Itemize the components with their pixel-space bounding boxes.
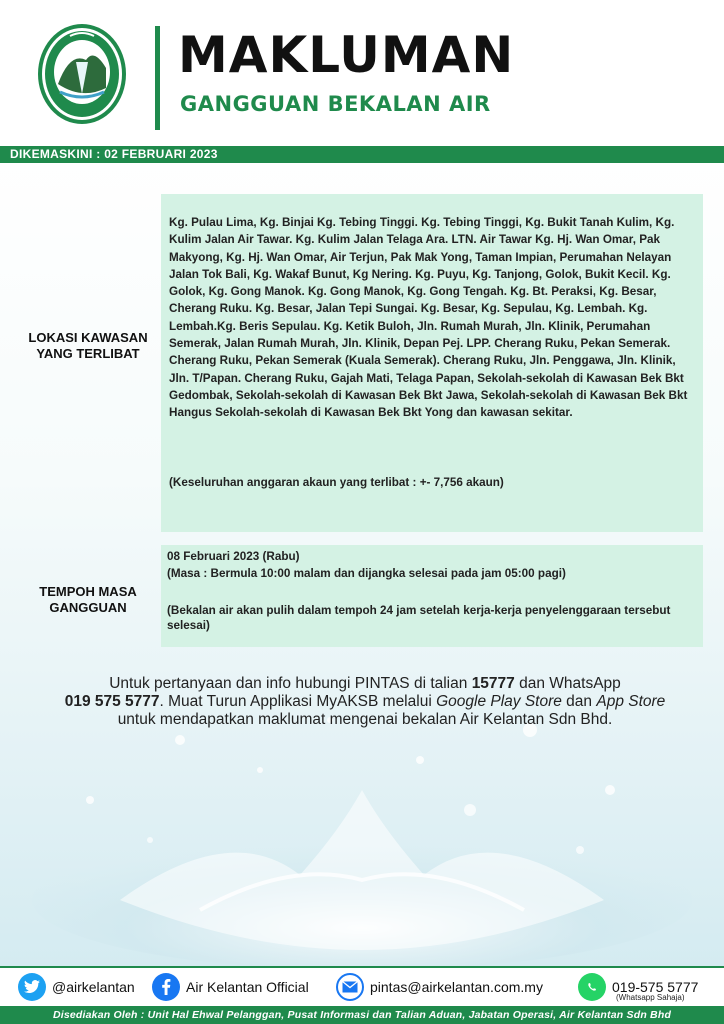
location-panel <box>161 194 703 532</box>
duration-panel <box>161 545 703 647</box>
prepared-by-text: Disediakan Oleh : Unit Hal Ehwal Pelanggan, Pusat Informasi dan Talian Aduan, Jabatan Operasi, Air Kelantan Sdn Bhd <box>52 1009 672 1021</box>
location-label-line1: LOKASI KAWASAN <box>28 330 148 345</box>
twitter-handle: @airkelantan <box>52 979 135 995</box>
contact-text-3: . Muat Turun Applikasi MyAKSB melalui <box>159 693 437 710</box>
contact-text-4: dan <box>561 693 597 710</box>
facebook-page: Air Kelantan Official <box>186 979 309 995</box>
update-date: DIKEMASKINI : 02 FEBRUARI 2023 <box>10 147 218 161</box>
recovery-note: (Bekalan air akan pulih dalam tempoh 24 jam setelah kerja-kerja penyelenggaraan tersebut selesai) <box>167 603 671 632</box>
google-play-store: Google Play Store <box>436 693 562 710</box>
email-address: pintas@airkelantan.com.my <box>370 979 543 995</box>
duration-label <box>18 584 158 616</box>
header-divider <box>155 26 160 130</box>
app-store: App Store <box>596 693 666 710</box>
facebook-link[interactable] <box>152 972 309 1002</box>
whatsapp-number: 019 575 5777 <box>64 693 160 710</box>
disruption-time: (Masa : Bermula 10:00 malam dan dijangka selesai pada jam 05:00 pagi) <box>167 567 566 581</box>
contact-info <box>20 675 710 729</box>
disruption-date: 08 Februari 2023 (Rabu) <box>167 550 300 563</box>
twitter-icon <box>18 973 46 1001</box>
whatsapp-note: (Whatsapp Sahaja) <box>616 993 685 1002</box>
whatsapp-phone: 019-575 5777 <box>612 979 699 995</box>
duration-label-line2: GANGGUAN <box>49 600 127 615</box>
contact-text-2: dan WhatsApp <box>514 675 621 692</box>
duration-label-line1: TEMPOH MASA <box>39 584 137 599</box>
whatsapp-icon <box>578 973 606 1001</box>
location-label <box>18 330 158 362</box>
page-subtitle: GANGGUAN BEKALAN AIR <box>180 92 491 116</box>
water-splash-image <box>0 700 724 970</box>
email-link[interactable] <box>336 972 543 1002</box>
air-kelantan-logo <box>36 22 128 126</box>
location-label-line2: YANG TERLIBAT <box>36 346 140 361</box>
footer-contacts <box>0 966 724 1006</box>
affected-areas: Kg. Pulau Lima, Kg. Binjai Kg. Tebing Tinggi. Kg. Tebing Tinggi, Kg. Bukit Tanah Kulim, Kg. Kulim Jalan Air Tawar. Kg. Kulim Jalan Telaga Ara. LTN. Air Tawar Kg. Hj. Wan Omar, Pak Makyong, Kg. Hj. Wan Omar, Air Terjun, Pak Mak Yong, Taman Impian, Perumahan Nelayan Jalan Tok Bali, Kg. Wakaf Bunut, Kg Nering. Kg. Puyu, Kg. Tanjong, Golok, Bukit Kecil. Kg. Golok, Kg. Gong Manok. Kg. Gong Manok, Kg. Gong Tengah. Kg. Bt. Peraksi, Kg. Besar, Cherang Ruku. Kg. Besar, Jalan Tepi Sungai. Kg. Besar, Kg. Sepulau, Kg. Lembah. Kg. Lembah.Kg. Beris Sepulau. Kg. Ketik Buloh, Jln. Rumah Murah, Jln. Klinik, Perumahan Semerak, Jalan Rumah Murah, Jln. Klinik, Depan Pej. LPP. Cherang Ruku, Pekan Semerak. Cherang Ruku, Pekan Semerak (Kuala Semerak). Cherang Ruku, Jln. Penggawa, Jln. Klinik, Jln. T/Papan. Cherang Ruku, Gajah Mati, Telaga Papan, Sekolah-sekolah di Kawasan Bek Bkt Gedombak, Sekolah-sekolah di Kawasan Bek Bkt Jawa, Sekolah-sekolah di Kawasan Bek Bkt Hangus Sekolah-sekolah di Kawasan Bek Bkt Yong dan kawasan sekitar. <box>169 216 688 420</box>
twitter-link[interactable] <box>18 972 135 1002</box>
contact-text-5: untuk mendapatkan maklumat mengenai bekalan Air Kelantan Sdn Bhd. <box>117 711 613 728</box>
prepared-by-bar <box>0 1006 724 1024</box>
contact-text-1: Untuk pertanyaan dan info hubungi PINTAS di talian <box>109 675 472 692</box>
page-title: MAKLUMAN <box>178 26 515 84</box>
update-bar <box>0 146 724 163</box>
hotline-number: 15777 <box>471 675 515 692</box>
affected-accounts: (Keseluruhan anggaran akaun yang terlibat : +- 7,756 akaun) <box>169 475 504 489</box>
email-icon <box>336 973 364 1001</box>
facebook-icon <box>152 973 180 1001</box>
